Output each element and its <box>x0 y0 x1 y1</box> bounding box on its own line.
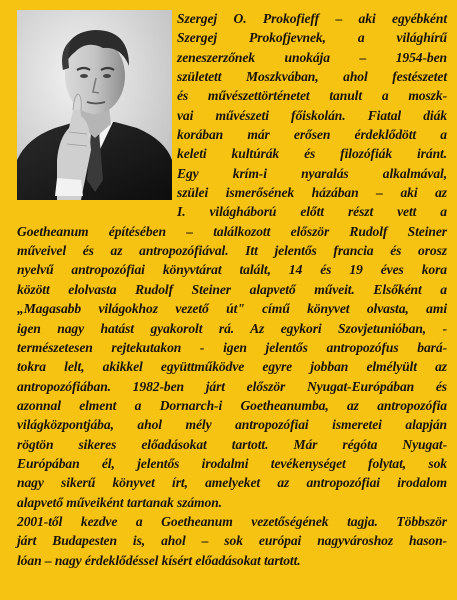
bio-line: Európában él, jelentős irodalmi tevékenységet folytat, sok <box>17 455 447 471</box>
author-biography <box>17 9 447 570</box>
bio-line: műveivel és az antropozófiával. Itt jelentős francia és orosz <box>17 243 447 259</box>
bio-line: világközpontjába, ahol mély antropozófiai ismeretei alapján <box>17 417 447 433</box>
bio-line: született Moszkvában, ahol festészetet <box>177 69 447 85</box>
bio-line: antropozófiában. 1982-ben járt először Nyugat-Európában és <box>17 378 447 394</box>
bio-line: alapvető műveiként tartanak számon. <box>17 494 222 510</box>
bio-line: Egy krím-i nyaralás alkalmával, <box>177 165 447 181</box>
bio-line: keleti kultúrák és filozófiák iránt. <box>177 146 447 162</box>
bio-line: járt Budapesten is, ahol – sok európai nagyvároshoz hason- <box>17 533 447 549</box>
bio-line: Goetheanum építésében – találkozott először Rudolf Steiner <box>17 223 447 239</box>
bio-line: és művészettörténetet tanult a moszk- <box>177 88 447 104</box>
bio-line: igen nagy hatást gyakorolt rá. Az egykori Szovjetunióban, - <box>17 320 447 336</box>
bio-line: „Magasabb világokhoz vezető út" című könyvet olvasta, ami <box>17 301 447 317</box>
bio-line: Szergej O. Prokofieff – aki egyébként <box>177 11 447 26</box>
bio-line: zeneszerzőnek unokája – 1954-ben <box>177 49 447 65</box>
bio-line: Szergej Prokofjevnek, a világhírű <box>177 30 447 46</box>
bio-line: szülei ismerősének házában – aki az <box>177 185 447 201</box>
bio-line: között elolvasta Rudolf Steiner alapvető műveit. Elsőként a <box>17 281 447 297</box>
bio-line: I. világháború előtt részt vett a <box>177 204 447 220</box>
bio-line: nyelvű antropozófiai könyvtárat talált, 14 és 19 éves kora <box>17 262 447 278</box>
bio-line: lóan – nagy érdeklődéssel kísért előadásokat tartott. <box>17 552 301 568</box>
bio-line: vai művészeti főiskolán. Fiatal diák <box>177 107 447 123</box>
bio-line: rögtön sikeres előadásokat tartott. Már régóta Nyugat- <box>17 436 447 452</box>
bio-line: tokra lelt, akikkel együttműködve egyre jobban elmélyült az <box>17 359 447 375</box>
bio-line: nagy sikerű könyvet írt, amelyeket az antropozófiai irodalom <box>17 475 447 491</box>
bio-line: azonnal elment a Dornarch-i Goetheanumba, az antropozófia <box>17 397 447 413</box>
bio-line: 2001-től kezdve a Goetheanum vezetőségének tagja. Többször <box>17 513 447 529</box>
bio-line: természetesen rejtekutakon - igen jelentős antropozófus bará- <box>17 339 447 355</box>
bio-line: korában már erősen érdeklődött a <box>177 127 447 143</box>
